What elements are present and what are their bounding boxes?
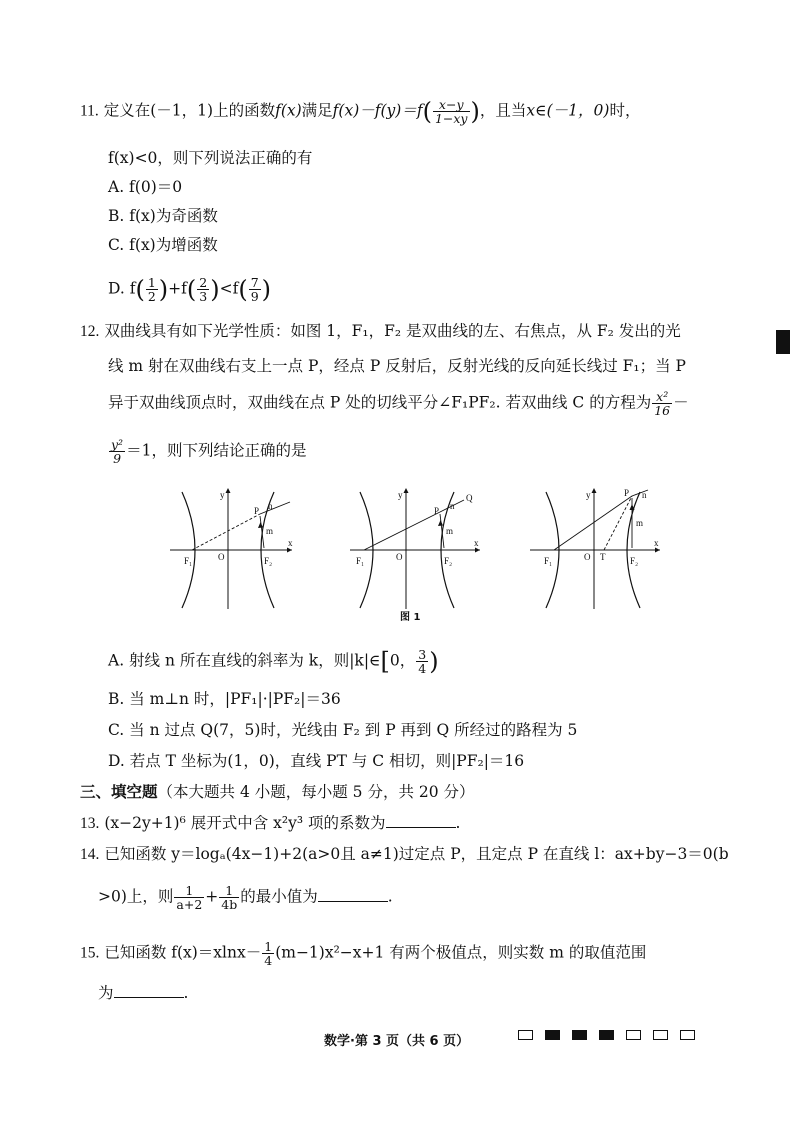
q15-answer-blank[interactable] [114,983,184,998]
figure-caption: 图 1 [400,612,421,623]
q12-option-d: D. 若点 T 坐标为(1，0)，直线 PT 与 C 相切，则|PF₂|＝16 [108,752,525,770]
fig-c-t-label: T [600,552,606,562]
fig-c-p-label: P [624,488,630,498]
margin-mark [776,330,790,354]
q15-line2: 为 . [98,984,189,1002]
fig-c-f1-label: F₁ [544,556,553,566]
fig-a-m-label: m [266,526,274,536]
fig-c-y-label: y [586,490,591,500]
q12-option-b: B. 当 m⊥n 时，|PF₁|·|PF₂|＝36 [108,690,341,708]
q11-option-c: C. f(x)为增函数 [108,236,218,254]
footer-box-4 [599,1030,614,1040]
fig-b-f2-label: F₂ [444,556,453,566]
footer-box-6 [653,1030,668,1040]
fig-c-m-label: m [636,518,644,528]
q14-line2: >0)上，则 $\frac{1}{a+2}$ + $\frac{1}{4b}$ 的最小值为 . [98,883,393,912]
q13-answer-blank[interactable] [386,813,456,828]
fig-a-p-label: P [254,506,260,516]
fig-b-m-label: m [446,526,454,536]
fig-c-origin-label: O [584,552,591,562]
figure-1-hyperbolas [160,484,670,624]
q11-fraction: $\frac{x-y}{1-xy}$ [434,97,468,126]
fig-b-p-label: P [434,506,440,516]
fig-c-n-label: n [642,490,647,500]
fig-b-origin-label: O [396,552,403,562]
fig-a-f2-label: F₂ [264,556,273,566]
figure-1b [350,488,480,609]
q12-line3: 异于双曲线顶点时，双曲线在点 P 处的切线平分∠F₁PF₂. 若双曲线 C 的方程为 $\frac{\text{x²}}{16}$ － [108,389,689,418]
q14-answer-blank[interactable] [318,887,388,902]
footer-box-3 [572,1030,587,1040]
fig-b-q-label: Q [466,493,473,503]
fig-b-n-label: n [450,501,455,511]
q12-option-a: A. 射线 n 所在直线的斜率为 k，则|k|∈[0， $\frac{3}{4}$ ) [108,647,439,676]
figure-1c [530,488,660,609]
q13-line: 13. (x−2y+1)⁶ 展开式中含 x²y³ 项的系数为 . [80,814,461,832]
figure-1a [170,488,293,609]
q11-line2: f(x)<0，则下列说法正确的有 [108,149,313,167]
fig-a-n-label: n [268,501,273,511]
fig-b-f1-label: F₁ [356,556,365,566]
footer-box-5 [626,1030,641,1040]
section3-heading: 三、填空题（本大题共 4 小题，每小题 5 分，共 20 分） [80,782,475,801]
page-footer: 数学·第 3 页（共 6 页） [324,1034,470,1049]
q11-option-b: B. f(x)为奇函数 [108,207,218,225]
q11-option-d: D. f( $\frac{1}{2}$ )+f( $\frac{2}{3}$ )<f( $\frac{7}{9}$ ) [108,275,272,304]
fig-b-x-label: x [474,538,479,548]
q12-line1: 12. 双曲线具有如下光学性质：如图 1，F₁，F₂ 是双曲线的左、右焦点，从 F₂ 发出的光 [80,322,681,340]
q12-line2: 线 m 射在双曲线右支上一点 P，经点 P 反射后，反射光线的反向延长线过 F₁；当 P [108,357,686,375]
fig-a-origin-label: O [218,552,225,562]
q12-option-c: C. 当 n 过点 Q(7，5)时，光线由 F₂ 到 P 再到 Q 所经过的路程为 5 [108,721,578,739]
fig-a-x-label: x [288,538,293,548]
q14-line1: 14. 已知函数 y＝logₐ(4x−1)+2(a>0且 a≠1)过定点 P，且定点 P 在直线 l：ax+by−3＝0(b [80,845,729,863]
footer-box-1 [518,1030,533,1040]
q15-line1: 15. 已知函数 f(x)＝xlnx－ $\frac{1}{4}$ (m−1)x²−x+1 有两个极值点，则实数 m 的取值范围 [80,939,647,968]
fig-c-f2-label: F₂ [630,556,639,566]
q11-line1: 11. 定义在(－1，1)上的函数f(x)满足f(x)－f(y)＝f( $\frac{x-y}{1-xy}$ )，且当x∈(－1，0)时， [80,97,641,126]
q11-option-a: A. f(0)＝0 [108,178,183,196]
fig-a-f1-label: F₁ [184,556,193,566]
q12-line4: $\frac{\text{y²}}{9}$ ＝1，则下列结论正确的是 [111,437,307,466]
footer-box-7 [680,1030,695,1040]
fig-a-y-label: y [220,490,225,500]
fig-b-y-label: y [398,490,403,500]
fig-c-x-label: x [654,538,659,548]
footer-marker-boxes [518,1030,695,1040]
footer-box-2 [545,1030,560,1040]
